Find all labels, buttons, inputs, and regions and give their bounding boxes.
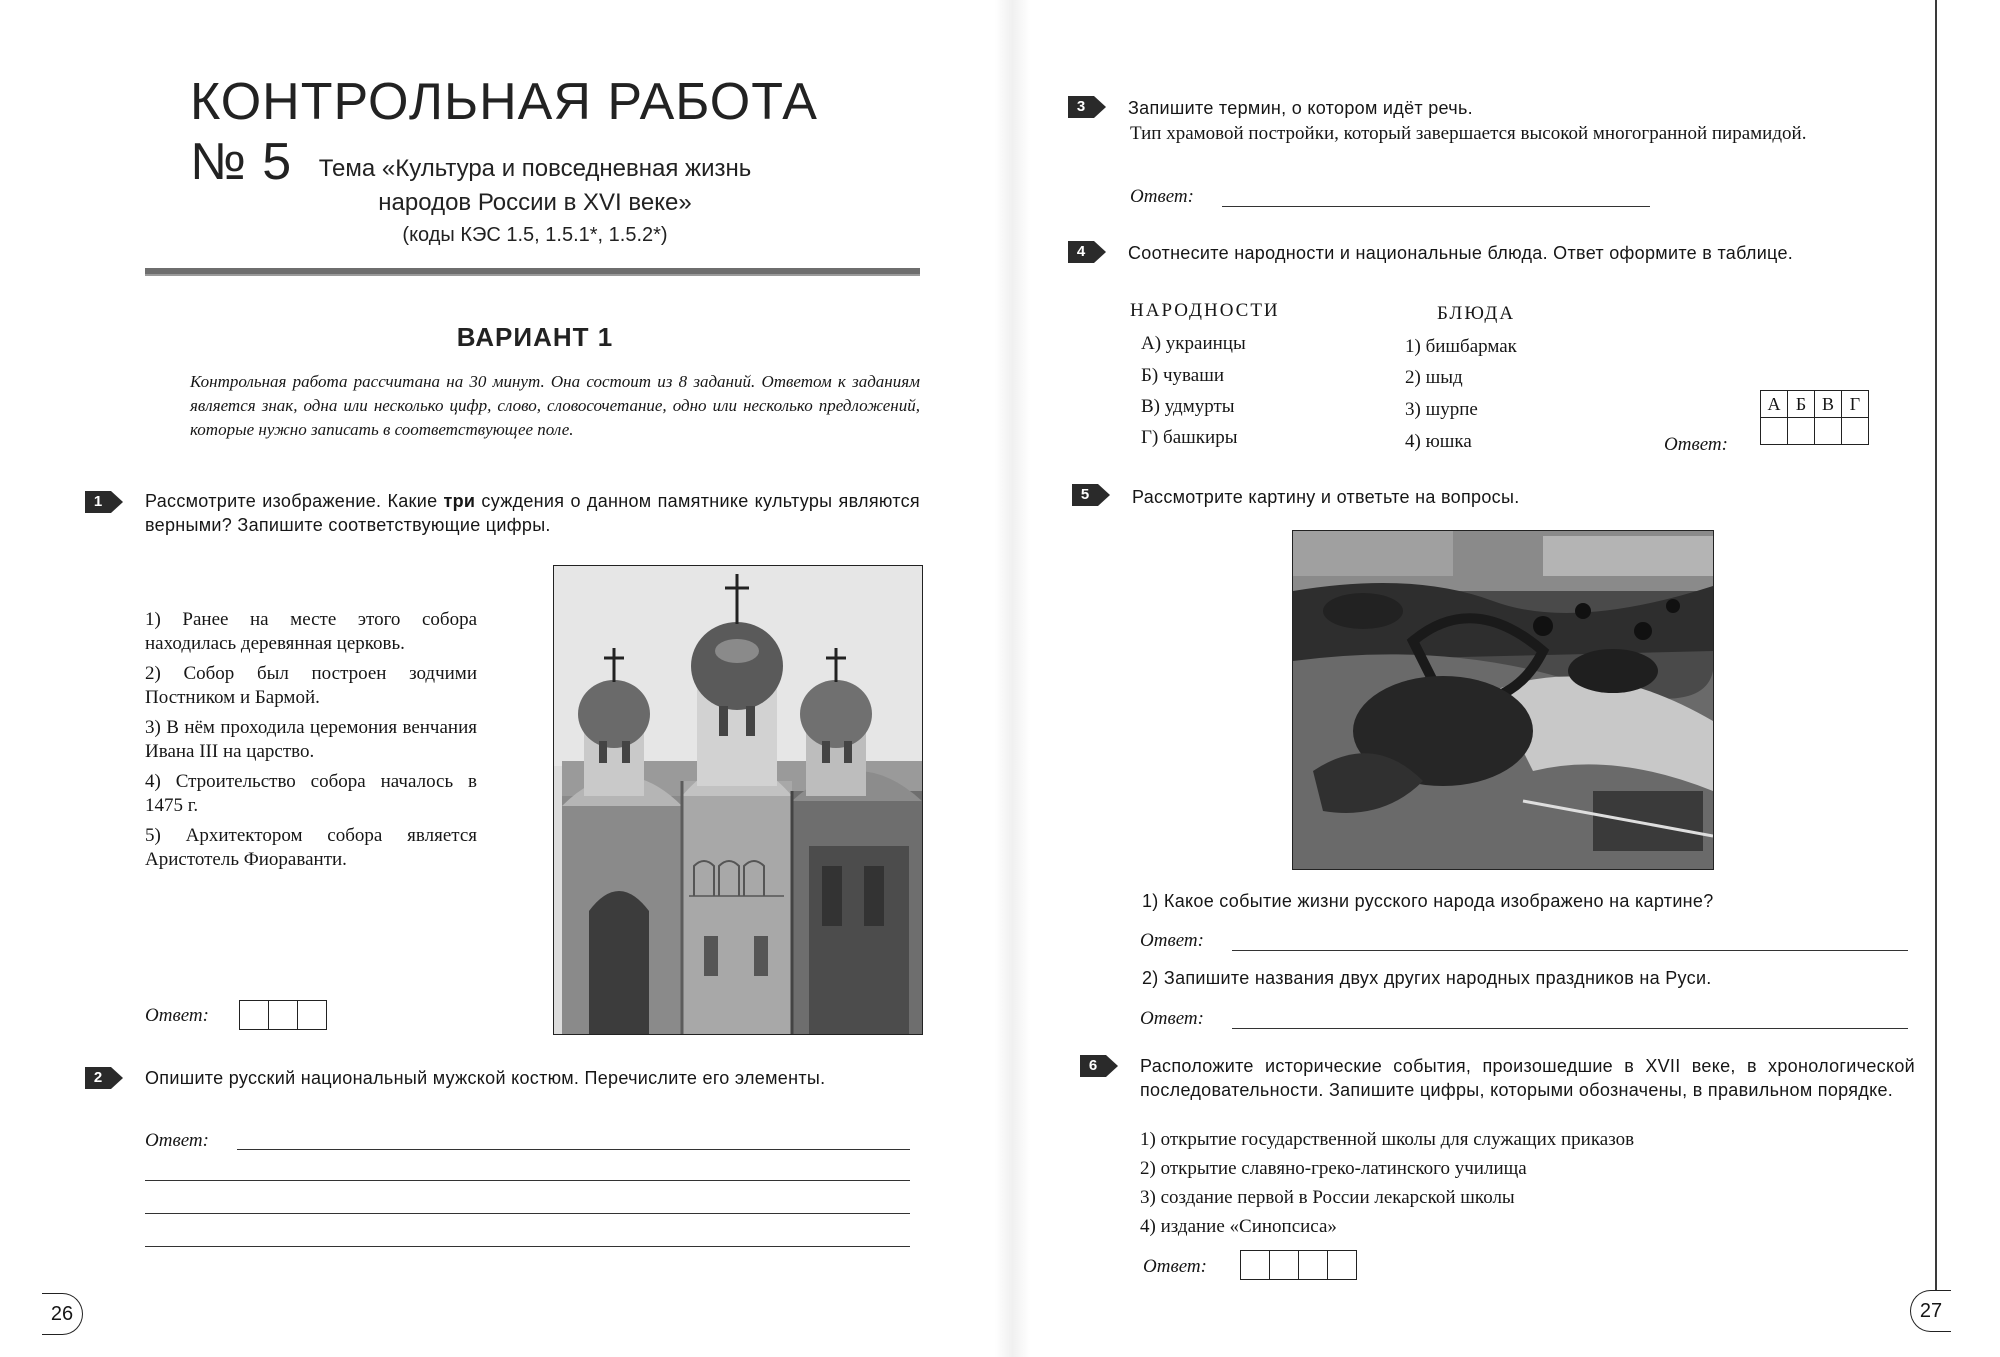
answer-label: Ответ: bbox=[1140, 1008, 1204, 1029]
grid-letter: Г bbox=[1842, 391, 1869, 418]
answer-cell[interactable] bbox=[1761, 418, 1788, 445]
left-page bbox=[0, 0, 995, 1357]
question-text: суждения о данном памятнике культуры являются верными? Запишите соответствующие цифры. bbox=[145, 491, 920, 535]
book-gutter bbox=[995, 0, 1030, 1357]
event-item: 2) открытие славяно-греко-латинского училища bbox=[1140, 1158, 1527, 1179]
task5-q1: 1) Какое событие жизни русского народа изображено на картине? bbox=[1142, 891, 1714, 911]
task-number: 4 bbox=[1068, 241, 1094, 263]
task3-text: Тип храмовой постройки, который завершается высокой многогранной пирамидой. bbox=[1130, 123, 1807, 144]
task3-question: Запишите термин, о котором идёт речь. bbox=[1128, 98, 1473, 118]
event-item: 1) открытие государственной школы для служащих приказов bbox=[1140, 1129, 1635, 1150]
answer-cell[interactable] bbox=[1328, 1251, 1356, 1279]
task-badge-2 bbox=[85, 1067, 125, 1089]
dish-option: 1) бишбармак bbox=[1405, 336, 1517, 357]
people-option: А) украинцы bbox=[1141, 333, 1246, 354]
statement: 3) В нём проходила церемония венчания Ивана III на царство. bbox=[145, 717, 477, 762]
task-number: 5 bbox=[1072, 484, 1098, 506]
task1-answer-boxes[interactable] bbox=[239, 1000, 327, 1030]
answer-cell[interactable] bbox=[1270, 1251, 1299, 1279]
answer-cell[interactable] bbox=[269, 1001, 298, 1029]
answer-cell[interactable] bbox=[1842, 418, 1869, 445]
answer-cell[interactable] bbox=[1241, 1251, 1270, 1279]
cathedral-image bbox=[554, 566, 922, 1034]
page-edge bbox=[1935, 0, 1937, 1300]
task6-answer-boxes[interactable] bbox=[1240, 1250, 1357, 1280]
page-number-right: 27 bbox=[1910, 1290, 1951, 1332]
answer-label: Ответ: bbox=[1143, 1256, 1207, 1277]
task-number: 6 bbox=[1080, 1055, 1106, 1077]
answer-line[interactable] bbox=[145, 1246, 910, 1247]
dish-option: 4) юшка bbox=[1405, 431, 1472, 452]
answer-cell[interactable] bbox=[240, 1001, 269, 1029]
answer-label: Ответ: bbox=[1664, 434, 1728, 455]
variant-heading: ВАРИАНТ 1 bbox=[456, 322, 614, 352]
task5-question: Рассмотрите картину и ответьте на вопросы. bbox=[1132, 487, 1520, 507]
arrow-icon bbox=[1094, 96, 1106, 118]
people-option: Б) чуваши bbox=[1141, 365, 1224, 386]
answer-label: Ответ: bbox=[1130, 186, 1194, 207]
task-badge-1 bbox=[85, 491, 125, 513]
topic-line-2: народов России в XVI веке» bbox=[378, 189, 692, 216]
question-text: Рассмотрите изображение. Какие bbox=[145, 491, 444, 511]
arrow-icon bbox=[111, 491, 123, 513]
task1-question bbox=[145, 489, 920, 537]
statement: 5) Архитектором собора является Аристотель Фиораванти. bbox=[145, 825, 477, 870]
question-emphasis: три bbox=[443, 491, 476, 511]
task-badge-4 bbox=[1068, 241, 1108, 263]
task1-statements bbox=[145, 608, 477, 878]
arrow-icon bbox=[1094, 241, 1106, 263]
dish-option: 3) шурпе bbox=[1405, 399, 1478, 420]
painting-image bbox=[1293, 531, 1713, 869]
peoples-header: НАРОДНОСТИ bbox=[1130, 300, 1280, 321]
dish-option: 2) шыд bbox=[1405, 367, 1463, 388]
answer-line[interactable] bbox=[237, 1149, 910, 1150]
task-number: 2 bbox=[85, 1067, 111, 1089]
answer-label: Ответ: bbox=[1140, 930, 1204, 951]
answer-label: Ответ: bbox=[145, 1130, 209, 1151]
arrow-icon bbox=[1106, 1055, 1118, 1077]
arrow-icon bbox=[1098, 484, 1110, 506]
answer-line[interactable] bbox=[1232, 950, 1908, 951]
task6-question: Расположите исторические события, произошедшие в XVII веке, в хронологической последовательности. Запишите цифры, которыми обозначены, в правильном порядке. bbox=[1140, 1056, 1915, 1100]
people-option: В) удмурты bbox=[1141, 396, 1235, 417]
event-item: 4) издание «Синопсиса» bbox=[1140, 1216, 1337, 1237]
title-divider bbox=[145, 268, 920, 276]
grid-letter: А bbox=[1761, 391, 1788, 418]
people-option: Г) башкиры bbox=[1141, 427, 1238, 448]
task4-answer-table[interactable] bbox=[1760, 390, 1869, 445]
answer-line[interactable] bbox=[1232, 1028, 1908, 1029]
topic-line-1: Тема «Культура и повседневная жизнь bbox=[318, 155, 752, 182]
task4-question: Соотнесите народности и национальные блюда. Ответ оформите в таблице. bbox=[1128, 243, 1794, 263]
arrow-icon bbox=[111, 1067, 123, 1089]
grid-letter: В bbox=[1815, 391, 1842, 418]
answer-cell[interactable] bbox=[1299, 1251, 1328, 1279]
statement: 1) Ранее на месте этого собора находилась деревянная церковь. bbox=[145, 609, 477, 654]
dishes-header: БЛЮДА bbox=[1437, 303, 1516, 324]
answer-cell[interactable] bbox=[298, 1001, 326, 1029]
festival-painting bbox=[1292, 530, 1714, 870]
answer-line[interactable] bbox=[145, 1180, 910, 1181]
intro-text: Контрольная работа рассчитана на 30 минут. Она состоит из 8 заданий. Ответом к заданиям является знак, одна или несколько цифр, слово, словосочетание, одно или несколько предложений, которые нужно записать в соответствующее поле. bbox=[190, 372, 920, 439]
cathedral-photo bbox=[553, 565, 923, 1035]
task-badge-5 bbox=[1072, 484, 1112, 506]
page-title: КОНТРОЛЬНАЯ РАБОТА № 5 bbox=[190, 73, 818, 191]
answer-line[interactable] bbox=[1222, 206, 1650, 207]
page-number-left: 26 bbox=[42, 1293, 83, 1335]
kes-codes: (коды КЭС 1.5, 1.5.1*, 1.5.2*) bbox=[402, 224, 668, 246]
answer-cell[interactable] bbox=[1815, 418, 1842, 445]
task6-events bbox=[1140, 1125, 1920, 1241]
task5-q2: 2) Запишите названия двух других народных праздников на Руси. bbox=[1142, 968, 1712, 988]
task-number: 1 bbox=[85, 491, 111, 513]
task2-question: Опишите русский национальный мужской костюм. Перечислите его элементы. bbox=[145, 1068, 826, 1088]
statement: 4) Строительство собора началось в 1475 г. bbox=[145, 771, 477, 816]
answer-line[interactable] bbox=[145, 1213, 910, 1214]
grid-letter: Б bbox=[1788, 391, 1815, 418]
statement: 2) Собор был построен зодчими Постником и Бармой. bbox=[145, 663, 477, 708]
answer-label: Ответ: bbox=[145, 1005, 209, 1026]
task-badge-6 bbox=[1080, 1055, 1120, 1077]
task-badge-3 bbox=[1068, 96, 1108, 118]
answer-cell[interactable] bbox=[1788, 418, 1815, 445]
topic-heading bbox=[140, 152, 930, 220]
task-number: 3 bbox=[1068, 96, 1094, 118]
event-item: 3) создание первой в России лекарской школы bbox=[1140, 1187, 1515, 1208]
